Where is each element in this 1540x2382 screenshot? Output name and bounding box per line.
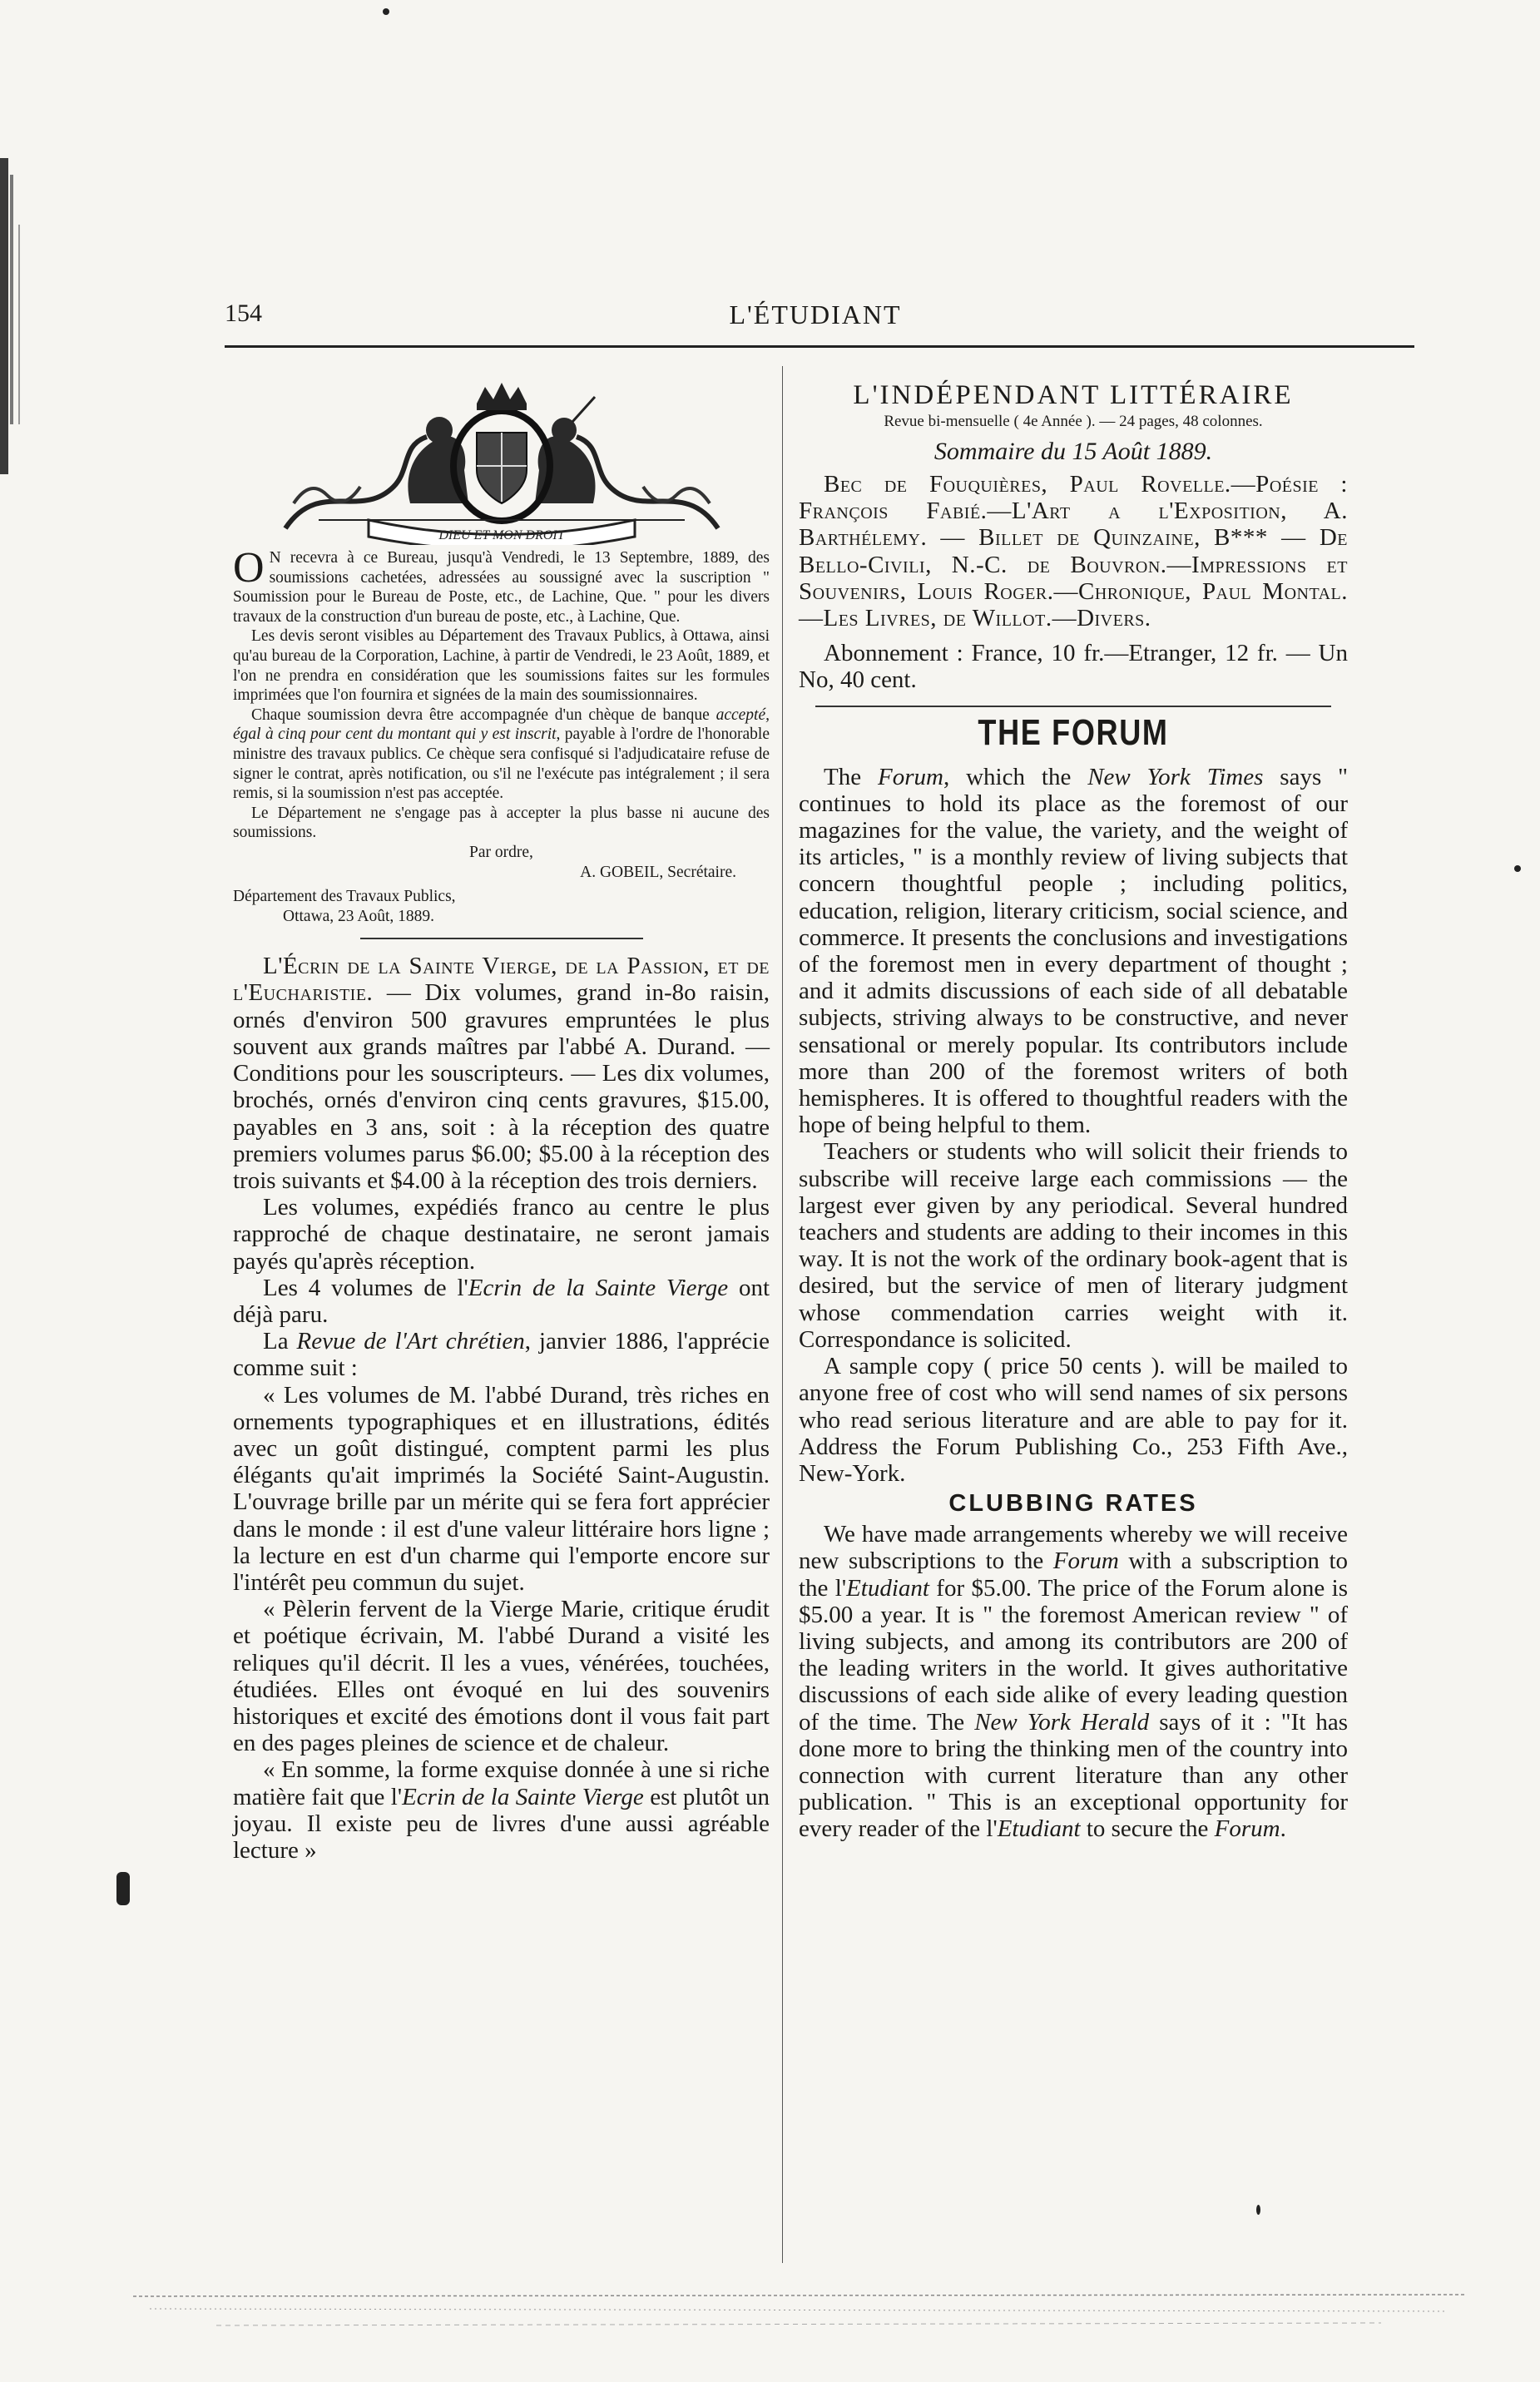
article-text: ont déjà paru. [233, 1274, 770, 1328]
notice-order: Par ordre, [469, 843, 533, 861]
article-text: — Dix volumes, grand in-8o raisin, ornés d'environ 500 gravures empruntées le plus souvent aux grands maîtres par l'abbé A. Durand. — Conditions pour les souscripteurs. — Les dix volumes, brochés, ornés d'environ cinq cents gravures, $15.00, payables en 3 ans, soit : à la réception des quatre premiers volumes parus $6.00; $5.00 à la réception des trois suivants et $4.00 à la réception des trois derniers. [233, 979, 770, 1194]
article-paragraph [799, 1521, 1348, 1842]
notice-text: , payable à l'ordre de l'honorable ministre des travaux publics. Ce chèque sera confisqué si l'adjudicataire refuse de signer le contrat, après notification, ou s'il ne l'exécute pas intégralement ; il sera remis, si la soumission n'est pas acceptée. [233, 725, 770, 803]
notice-place: Département des Travaux Publics, [233, 888, 456, 906]
article-text: La [263, 1328, 297, 1355]
notice-paragraph: Les devis seront visibles au Département des Travaux Publics, à Ottawa, ainsi qu'au bureau de la Corporation, Lachine, à partir de Vendredi, le 23 Août, 1889, et l'on ne prendra en considération que les soumissions faites sur les formules imprimées que l'on fournira et signées de la main des soumissionnaires. [233, 627, 770, 705]
article-emphasis: Etudiant [997, 1815, 1081, 1843]
article-paragraph [233, 1275, 770, 1328]
scan-noise-artifact [133, 2246, 1464, 2338]
independant-summary-heading: Sommaire du 15 Août 1889. [933, 438, 1213, 465]
column-divider [782, 366, 783, 2263]
article-paragraph [233, 953, 770, 1194]
article-text: for $5.00. The price of the Forum alone is $5.00 a year. It is " the foremost American review " of living subjects, and among its contributors are 200 of the leading writers in the world. It gives authoritative discussions of each side alike of every leading question of the time. The [799, 1574, 1348, 1736]
article-emphasis: Ecrin de la Sainte Vierge [402, 1783, 644, 1810]
article-emphasis: Forum [878, 763, 943, 790]
scan-speck [116, 1872, 130, 1905]
section-rule [360, 938, 643, 939]
article-text: . [1280, 1815, 1286, 1843]
clubbing-heading: CLUBBING RATES [948, 1490, 1198, 1518]
article-emphasis: Forum [1214, 1815, 1280, 1843]
article-emphasis: New York Times [1087, 763, 1264, 790]
left-column [233, 362, 770, 1864]
article-emphasis: Forum [1052, 1548, 1119, 1575]
notice-text: Chaque soumission devra être accompagnée d'un chèque de banque [251, 706, 716, 724]
article-text: says of it : "It has done more to bring the thinking men of the country into connection with current literature than any other publication. " This is an exceptional opportunity for every reader of the l' [799, 1708, 1348, 1843]
clubbing-article [799, 1521, 1348, 1842]
forum-heading: THE FORUM [978, 711, 1169, 753]
subscription-paragraph: Abonnement : France, 10 fr.—Etranger, 12 fr. — Un No, 40 cent. [799, 640, 1348, 694]
article-paragraph: A sample copy ( price 50 cents ). will be mailed to anyone free of cost who will send names of six persons who read serious literature and are able to pay for it. Address the Forum Publishing Co., 253 Fifth Ave., New-York. [799, 1353, 1348, 1487]
independant-subtitle: Revue bi-mensuelle ( 4e Année ). — 24 pages, 48 colonnes. [884, 413, 1263, 430]
article-quote [233, 1756, 770, 1864]
article-text: We have made arrangements whereby we will receive new subscriptions to the [799, 1521, 1348, 1575]
article-paragraph: Les volumes, expédiés franco au centre le plus rapproché de chaque destinataire, ne seront jamais payés qu'après réception. [233, 1194, 770, 1275]
ecrin-article [233, 953, 770, 1864]
scan-edge-artifact [0, 125, 32, 541]
page-number: 154 [225, 300, 262, 327]
article-text: est plutôt un joyau. Il existe peu de livres d'une aussi agréable lecture » [233, 1783, 770, 1864]
forum-article [799, 764, 1348, 1487]
article-text: , which the [943, 763, 1088, 790]
article-text: to secure the [1080, 1815, 1215, 1843]
journal-title: L'ÉTUDIANT [729, 300, 902, 329]
article-text: with a subscription to the l' [799, 1548, 1348, 1602]
contents-paragraph: Bec de Fouquières, Paul Rovelle.—Poésie : François Fabié.—L'Art a l'Exposition, A. Barthélemy. — Billet de Quinzaine, B*** — De Bello-Civili, N.-C. de Bouvron.—Impressions et Souvenirs, Louis Roger.—Chronique, Paul Montal.—Les Livres, de Willot.—Divers. [799, 471, 1348, 632]
article-quote: « Pèlerin fervent de la Vierge Marie, critique érudit et poétique écrivain, M. l'abbé Durand a visité les reliques qu'il décrit. Il les a vues, vénérées, touchées, étudiées. Elles ont évoqué en lui des souvenirs historiques et excité des émotions dont il vous fait part en des pages pleines de science et de chaleur. [233, 1596, 770, 1757]
tender-notice [233, 544, 770, 926]
drop-cap: O [233, 544, 265, 592]
notice-date: Ottawa, 23 Août, 1889. [283, 907, 434, 925]
article-title: L'Écrin de la Sainte Vierge, de la Passion, et de l'Eucharistie. [233, 953, 770, 1007]
running-head [225, 300, 1406, 341]
article-paragraph [233, 1328, 770, 1381]
article-text: says " continues to hold its place as the foremost of our magazines for the value, the variety, and the weight of its articles, " is a monthly review of living subjects that concern thoughtful people ; including politics, education, religion, literary criticism, social science, and commerce. It presents the conclusions and investigations of the foremost men in every department of thought ; and it admits discussions of each side of all debatable subjects, striving always to be constructive, and never sensational or merely popular. Its contributors include more than 200 of the foremost writers of both hemispheres. It is offered to thoughtful readers with the hope of being helpful to them. [799, 763, 1348, 1139]
header-rule [225, 345, 1414, 348]
scan-speck [383, 8, 389, 15]
article-quote: « Les volumes de M. l'abbé Durand, très riches en ornements typographiques et en illustrations, édités avec un goût distingué, comptent parmi les plus élégants qu'ait imprimés la Société Saint-Augustin. L'ouvrage brille par un mérite qui se fera fort apprécier dans le monde : il est d'une valeur littéraire hors ligne ; la lecture en est d'un charme qui l'emporte encore sur l'intérêt peu commun du sujet. [233, 1381, 770, 1596]
motto-text: DIEU ET MON DROIT [438, 528, 565, 542]
scan-speck [1256, 2205, 1260, 2215]
notice-paragraph [233, 544, 770, 626]
scan-speck [1514, 865, 1521, 872]
article-text: Les 4 volumes de l' [263, 1274, 468, 1301]
article-emphasis: Revue de l'Art chrétien [296, 1328, 525, 1355]
notice-emphasis: accepté, égal à cinq pour cent du montant qui y est inscrit [233, 706, 770, 744]
article-emphasis: New York Herald [974, 1708, 1150, 1736]
article-text: The [824, 763, 878, 790]
article-text: , janvier 1886, l'apprécie comme suit : [233, 1328, 770, 1382]
article-emphasis: Etudiant [846, 1574, 929, 1602]
notice-text: N recevra à ce Bureau, jusqu'à Vendredi, le 13 Septembre, 1889, des soumissions cachetées, adressées au soussigné avec la suscription " Soumission pour le Bureau de Poste, etc., de Lachine, Que. " pour les divers travaux de la construction d'un bureau de poste, etc., à Lachine, Que. [233, 549, 770, 626]
notice-signature: A. GOBEIL, Secrétaire. [580, 863, 736, 881]
article-paragraph: Teachers or students who will solicit their friends to subscribe will receive large each commissions — the largest ever given by any periodical. Several hundred teachers and students are adding to their incomes in this way. It is not the work of the ordinary book-agent that is desired, but the service of men of literary judgment whose commendation carries weight with it. Correspondance is solicited. [799, 1138, 1348, 1353]
notice-paragraph [233, 706, 770, 804]
article-text: « En somme, la forme exquise donnée à une si riche matière fait que l' [233, 1756, 770, 1810]
section-rule [815, 706, 1331, 707]
article-paragraph [799, 764, 1348, 1139]
notice-paragraph: Le Département ne s'engage pas à accepter la plus basse ni aucune des soumissions. [233, 804, 770, 842]
independant-contents [799, 471, 1348, 694]
independant-title: L'INDÉPENDANT LITTÉRAIRE [853, 380, 1294, 410]
right-column [799, 362, 1348, 1843]
article-emphasis: Ecrin de la Sainte Vierge [468, 1274, 729, 1301]
royal-coat-of-arms-icon [269, 379, 735, 545]
